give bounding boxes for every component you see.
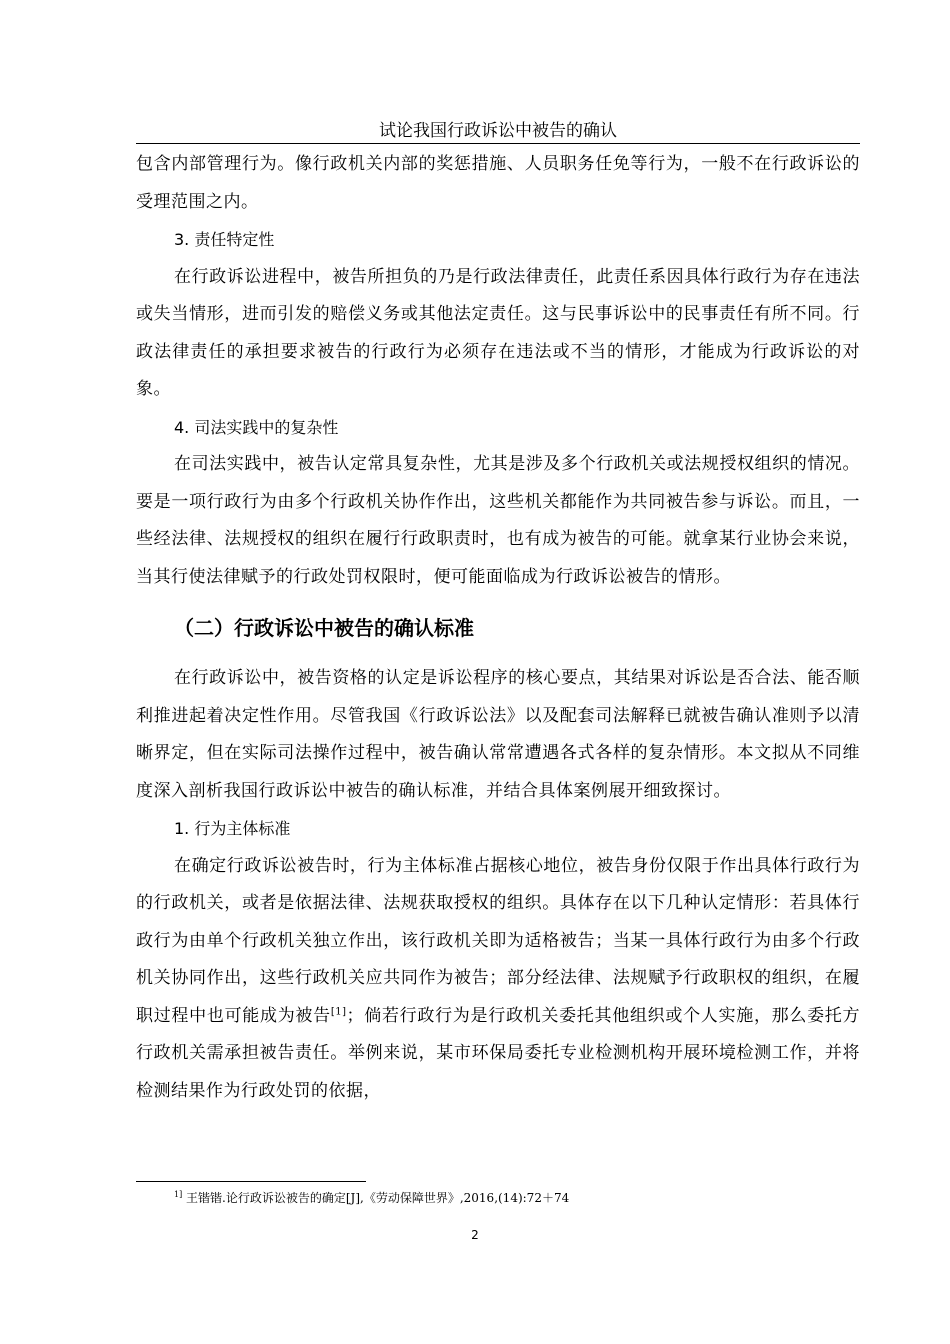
footnote-text: 王锴锴.论行政诉讼被告的确定[J],《劳动保障世界》,2016,(14):72＋74 [182, 1191, 570, 1205]
header-rule [136, 143, 860, 144]
paragraph-continuation: 包含内部管理行为。像行政机关内部的奖惩措施、人员职务任免等行为，一般不在行政诉讼的受理范围之内。 [136, 154, 860, 212]
footnote-reference[interactable]: [1] [330, 1005, 347, 1017]
paragraph-responsibility: 在行政诉讼进程中，被告所担负的乃是行政法律责任，此责任系因具体行政行为存在违法或失当情形，进而引发的赔偿义务或其他法定责任。这与民事诉讼中的民事责任有所不同。行政法律责任的承担要求被告的行政行为必须存在违法或不当的情形，才能成为行政诉讼的对象。 [136, 266, 860, 399]
footnote-rule [136, 1181, 366, 1182]
page-number: 2 [471, 1228, 479, 1242]
paragraph-text-part2: ；倘若行政行为是行政机关委托其他组织或个人实施，那么委托方行政机关需承担被告责任。举例来说，某市环保局委托专业检测机构开展环境检测工作，并将检测结果作为行政处罚的依据， [136, 1005, 861, 1101]
footnote-marker: 1] [174, 1190, 183, 1199]
paragraph-complexity: 在司法实践中，被告认定常具复杂性，尤其是涉及多个行政机关或法规授权组织的情况。要是一项行政行为由多个行政机关协作作出，这些机关都能作为共同被告参与诉讼。而且，一些经法律、法规授权的组织在履行行政职责时，也有成为被告的可能。就拿某行业协会来说，当其行使法律赋予的行政处罚权限时，便可能面临成为行政诉讼被告的情形。 [136, 454, 860, 587]
section-title: （二）行政诉讼中被告的确认标准 [174, 616, 474, 640]
subheading-complexity: 4. 司法实践中的复杂性 [174, 417, 339, 437]
paragraph-text-part1: 在确定行政诉讼被告时，行为主体标准占据核心地位，被告身份仅限于作出具体行政行为的行政机关，或者是依据法律、法规获取授权的组织。具体存在以下几种认定情形：若具体行政行为由单个行政机关独立作出，该行政机关即为适格被告；当某一具体行政行为由多个行政机关协同作出，这些行政机关应共同作为被告；部分经法律、法规赋予行政职权的组织，在履职过程中也可能成为被告 [136, 855, 860, 1026]
running-header: 试论我国行政诉讼中被告的确认 [379, 121, 617, 141]
paragraph-subject-standard [136, 848, 860, 1111]
subheading-subject-standard: 1. 行为主体标准 [174, 819, 291, 838]
subheading-responsibility: 3. 责任特定性 [174, 230, 275, 249]
footnote [174, 1190, 569, 1206]
body-text [136, 146, 860, 1110]
paragraph-standards-intro: 在行政诉讼中，被告资格的认定是诉讼程序的核心要点，其结果对诉讼是否合法、能否顺利推进起着决定性作用。尽管我国《行政诉讼法》以及配套司法解释已就被告确认准则予以清晰界定，但在实际司法操作过程中，被告确认常常遭遇各式各样的复杂情形。本文拟从不同维度深入剖析我国行政诉讼中被告的确认标准，并结合具体案例展开细致探讨。 [136, 668, 860, 801]
